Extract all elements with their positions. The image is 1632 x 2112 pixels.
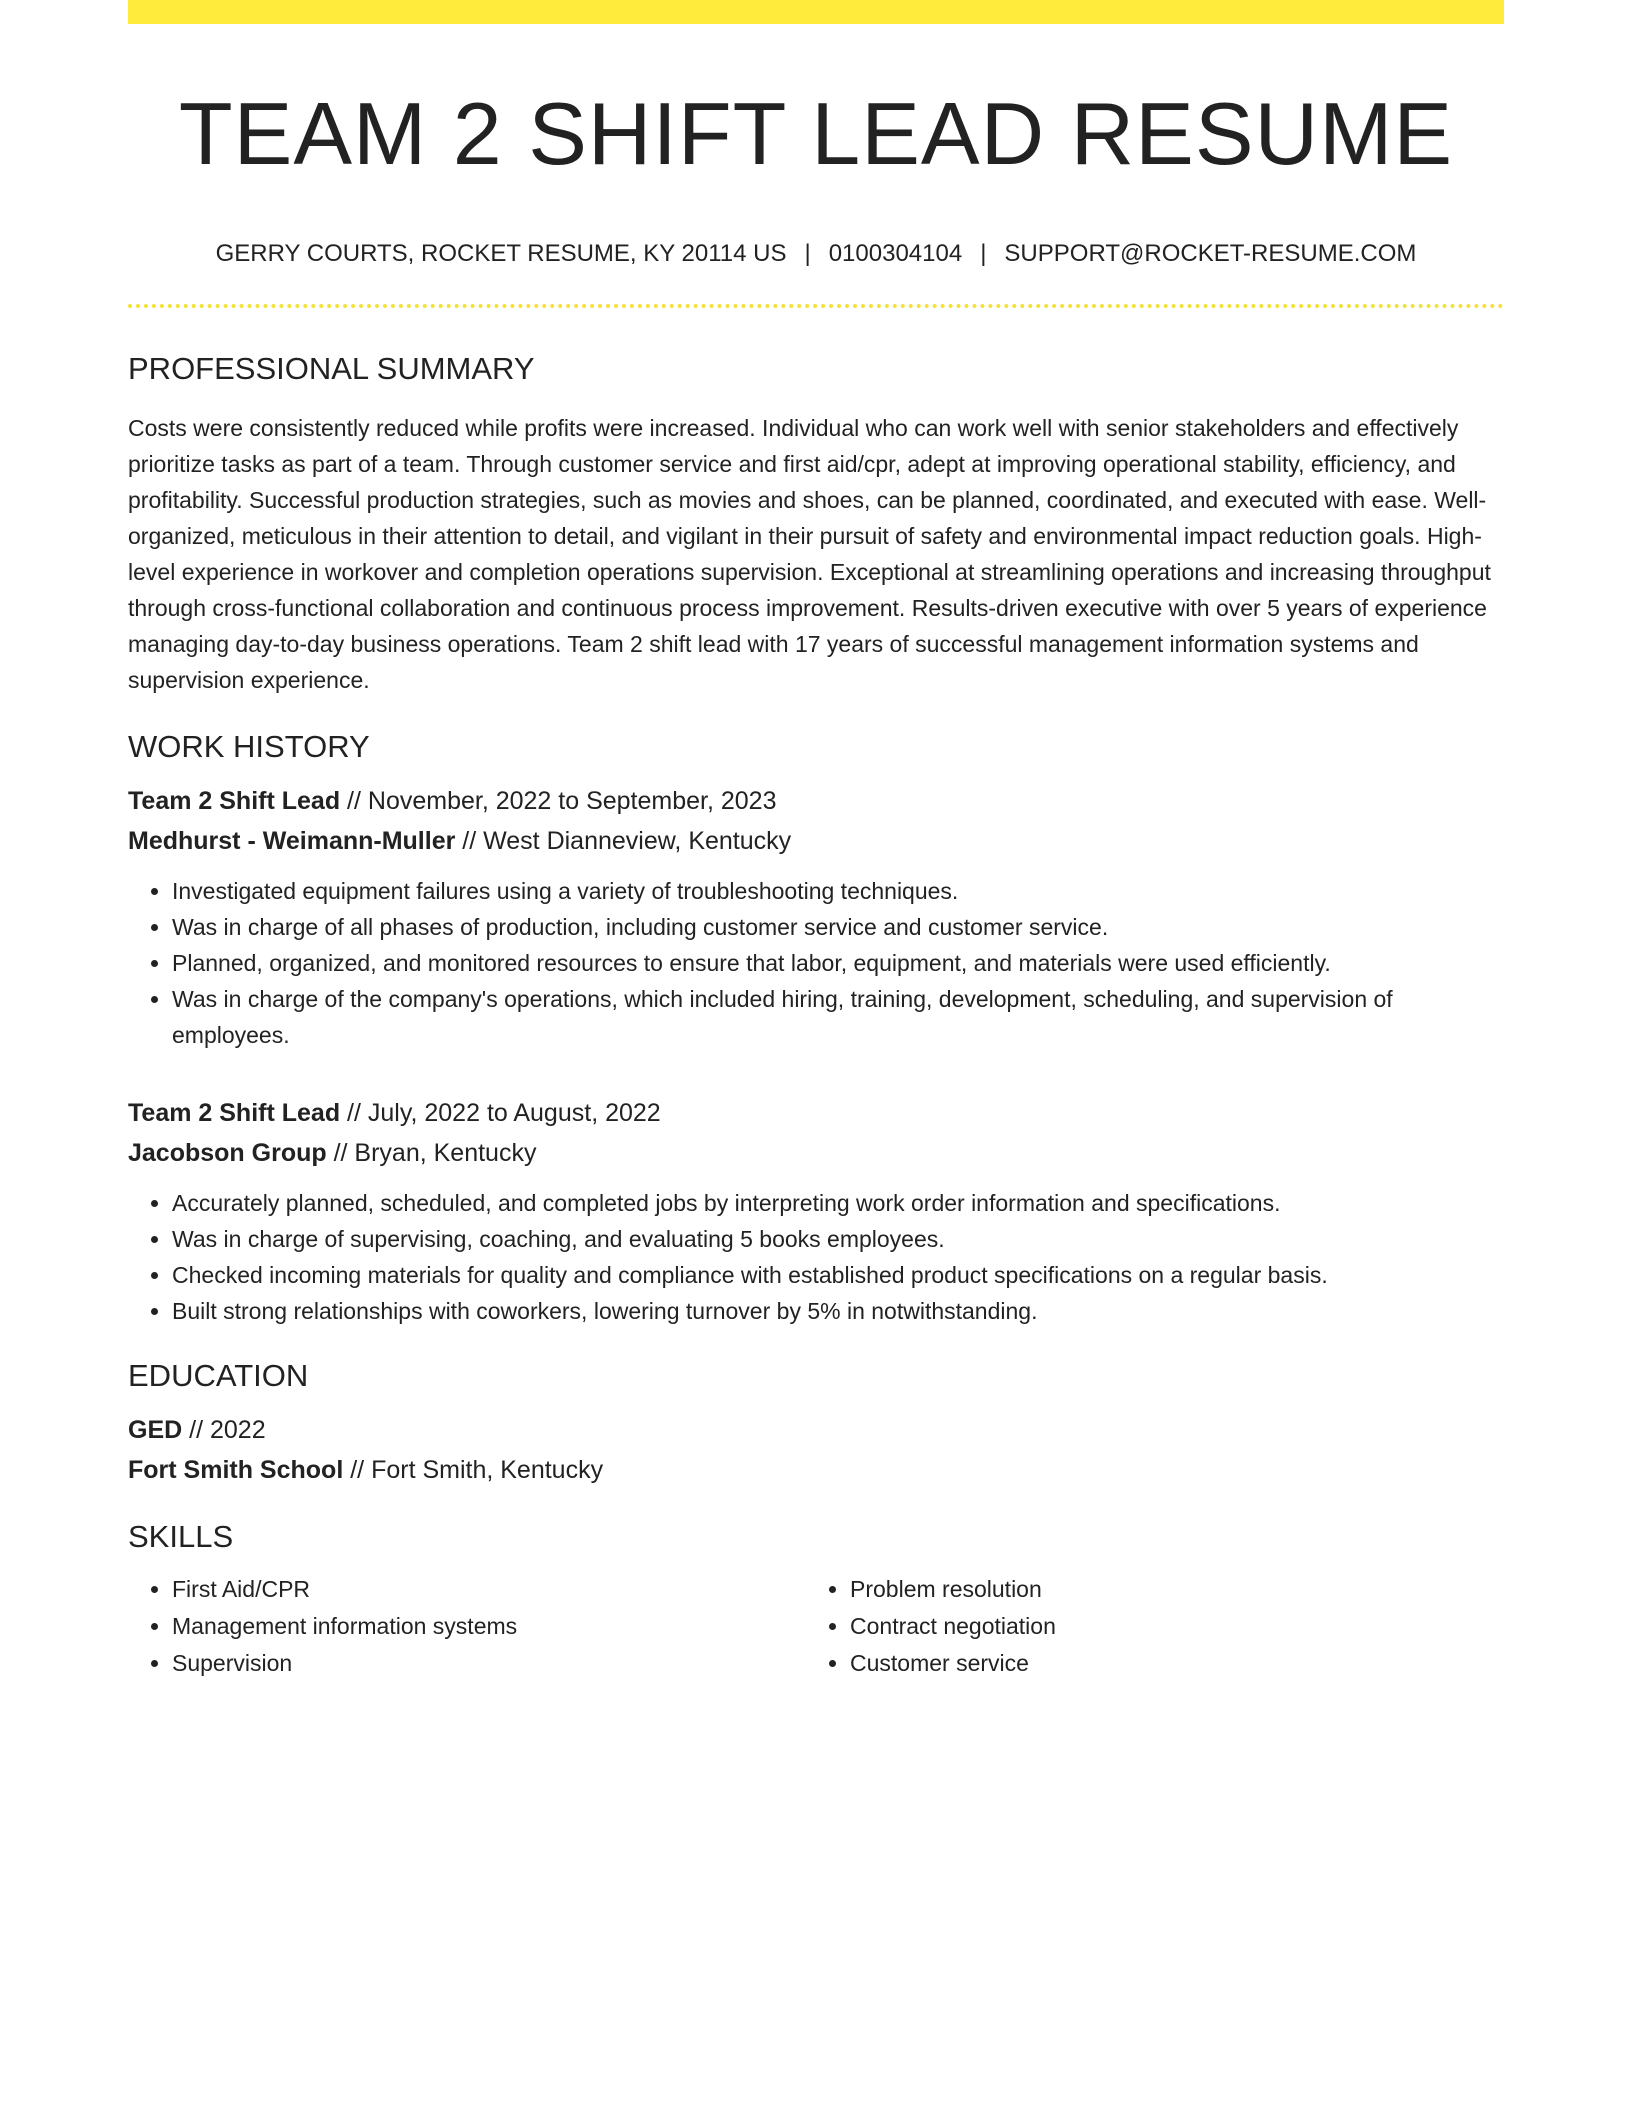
job-title: Team 2 Shift Lead xyxy=(128,786,341,815)
skills-list xyxy=(128,1571,1504,1682)
education-year: // 2022 xyxy=(189,1415,266,1444)
skill-item: • Contract negotiation xyxy=(850,1608,1484,1645)
job-entry xyxy=(128,1093,1504,1329)
job-bullet: • Planned, organized, and monitored resources to ensure that labor, equipment, and materials were used efficiently. xyxy=(172,945,1504,981)
summary-heading: PROFESSIONAL SUMMARY xyxy=(128,351,535,387)
job-title-line xyxy=(128,1093,1504,1133)
job-title: Team 2 Shift Lead xyxy=(128,1098,341,1127)
contact-separator: | xyxy=(980,240,987,268)
job-bullet: • Investigated equipment failures using a variety of troubleshooting techniques. xyxy=(172,873,1504,909)
job-company: Medhurst - Weimann-Muller xyxy=(128,826,456,855)
education-degree-line xyxy=(128,1410,1504,1450)
job-dates: // July, 2022 to August, 2022 xyxy=(347,1098,661,1127)
job-bullets xyxy=(128,1185,1504,1329)
job-company-line xyxy=(128,1133,1504,1173)
job-bullets xyxy=(128,873,1504,1053)
skills-heading: SKILLS xyxy=(128,1518,234,1554)
dotted-divider xyxy=(128,304,1504,308)
job-bullet: • Was in charge of all phases of production, including customer service and customer service. xyxy=(172,909,1504,945)
job-location: // West Dianneview, Kentucky xyxy=(462,826,792,855)
job-location: // Bryan, Kentucky xyxy=(333,1138,537,1167)
contact-line xyxy=(128,240,1504,268)
skill-item: • First Aid/CPR xyxy=(172,1571,806,1608)
summary-text: Costs were consistently reduced while profits were increased. Individual who can work well with senior stakeholders and effectively prioritize tasks as part of a team. Through customer service and first aid/cpr, adept at improving operational stability, efficiency, and profitability. Successful production strategies, such as movies and shoes, can be planned, coordinated, and executed with ease. Well-organized, meticulous in their attention to detail, and vigilant in their pursuit of safety and environmental impact reduction goals. High-level experience in workover and completion operations supervision. Exceptional at streamlining operations and increasing throughput through cross-functional collaboration and continuous process improvement. Results-driven executive with over 5 years of experience managing day-to-day business operations. Team 2 shift lead with 17 years of successful management information systems and supervision experience. xyxy=(128,414,1491,693)
education-degree: GED xyxy=(128,1415,183,1444)
skill-item: • Management information systems xyxy=(172,1608,806,1645)
job-title-line xyxy=(128,781,1504,821)
work-history-heading: WORK HISTORY xyxy=(128,728,370,764)
skill-item: • Customer service xyxy=(850,1645,1484,1682)
contact-email: SUPPORT@ROCKET-RESUME.COM xyxy=(1004,240,1417,268)
accent-top-bar xyxy=(128,0,1504,24)
skill-item: • Problem resolution xyxy=(850,1571,1484,1608)
job-bullet: • Checked incoming materials for quality and compliance with established product specifications on a regular basis. xyxy=(172,1257,1504,1293)
skills-column-left xyxy=(128,1571,806,1682)
job-bullet: • Was in charge of supervising, coaching, and evaluating 5 books employees. xyxy=(172,1221,1504,1257)
contact-separator: | xyxy=(804,240,811,268)
job-bullet: • Built strong relationships with coworkers, lowering turnover by 5% in notwithstanding. xyxy=(172,1293,1504,1329)
resume-page xyxy=(128,0,1504,1682)
skill-item: • Supervision xyxy=(172,1645,806,1682)
job-company-line xyxy=(128,821,1504,861)
contact-phone: 0100304104 xyxy=(828,240,963,268)
job-bullet: • Was in charge of the company's operations, which included hiring, training, development, scheduling, and supervision of employees. xyxy=(172,981,1504,1053)
skills-column-right xyxy=(806,1571,1484,1682)
education-location: // Fort Smith, Kentucky xyxy=(350,1455,604,1484)
education-school: Fort Smith School xyxy=(128,1455,344,1484)
job-dates: // November, 2022 to September, 2023 xyxy=(347,786,777,815)
job-entry xyxy=(128,781,1504,1053)
job-bullet: • Accurately planned, scheduled, and completed jobs by interpreting work order information and specifications. xyxy=(172,1185,1504,1221)
job-company: Jacobson Group xyxy=(128,1138,327,1167)
education-heading: EDUCATION xyxy=(128,1357,309,1393)
education-school-line xyxy=(128,1450,1504,1490)
education-entry xyxy=(128,1410,1504,1490)
resume-title: TEAM 2 SHIFT LEAD RESUME xyxy=(178,84,1454,183)
contact-address: GERRY COURTS, ROCKET RESUME, KY 20114 US xyxy=(215,240,787,268)
